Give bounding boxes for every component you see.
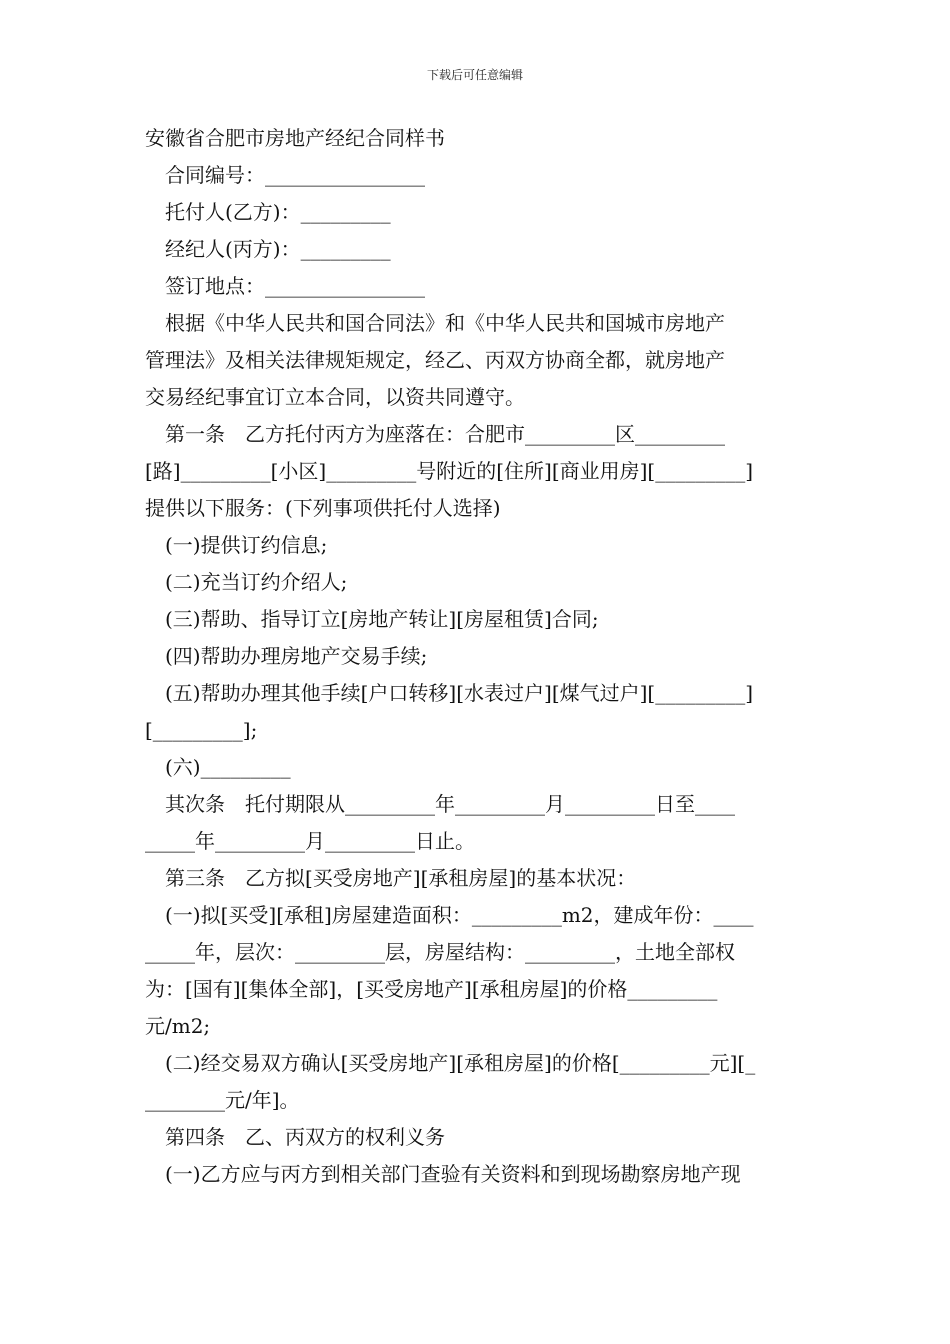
page-header: 下载后可任意编辑 <box>426 68 523 82</box>
article-3-item-1-line-3: 为：[国有][集体全部]，[买受房地产][承租房屋]的价格_________ <box>145 977 718 1001</box>
article-4-item-1: (一)乙方应与丙方到相关部门查验有关资料和到现场勘察房地产现 <box>165 1162 741 1186</box>
article-2-line-1: 其次条 托付期限从_________年_________月_________日至____ <box>165 792 735 816</box>
article-1-item-3: (三)帮助、指导订立[房地产转让][房屋租赁]合同; <box>165 607 599 631</box>
article-3-item-1-line-2: _____年，层次：_________层，房屋结构：_________，土地全部权 <box>145 940 735 964</box>
article-1-line-3: 提供以下服务：(下列事项供托付人选择) <box>145 496 501 520</box>
contract-document <box>145 120 807 1193</box>
article-1-item-4: (四)帮助办理房地产交易手续; <box>165 644 428 668</box>
article-1-item-2: (二)充当订约介绍人; <box>165 570 348 594</box>
article-2-line-2: _____年_________月_________日止。 <box>145 829 475 853</box>
intro-line-1: 根据《中华人民共和国合同法》和《中华人民共和国城市房地产 <box>165 311 725 335</box>
article-1-item-1: (一)提供订约信息; <box>165 533 328 557</box>
contract-number-field: 合同编号：________________ <box>165 163 425 187</box>
principal-field: 托付人(乙方)：_________ <box>165 200 391 224</box>
article-1-item-5: (五)帮助办理其他手续[户口转移][水表过户][煤气过户][_________] <box>165 681 754 705</box>
intro-line-2: 管理法》及相关法律规矩规定，经乙、丙双方协商全都，就房地产 <box>145 348 725 372</box>
signing-place-field: 签订地点：________________ <box>165 274 425 298</box>
article-3-heading: 第三条 乙方拟[买受房地产][承租房屋]的基本状况： <box>165 866 637 890</box>
article-1-line-1: 第一条 乙方托付丙方为座落在：合肥市_________区_________ <box>165 422 725 446</box>
document-title: 安徽省合肥市房地产经纪合同样书 <box>145 126 445 150</box>
article-1-item-5-cont: [_________]; <box>145 718 258 742</box>
article-3-item-2-line-2: ________元/年]。 <box>145 1088 300 1112</box>
article-1-item-6: (六)_________ <box>165 755 291 779</box>
article-3-item-1-line-1: (一)拟[买受][承租]房屋建造面积：_________m2，建成年份：____ <box>165 903 754 927</box>
broker-field: 经纪人(丙方)：_________ <box>165 237 391 261</box>
article-3-item-1-line-4: 元/m2; <box>145 1014 211 1038</box>
article-3-item-2-line-1: (二)经交易双方确认[买受房地产][承租房屋]的价格[_________元][_ <box>165 1051 756 1075</box>
article-4-heading: 第四条 乙、丙双方的权利义务 <box>165 1125 445 1149</box>
article-1-line-2: [路]_________[小区]_________号附近的[住所][商业用房][_________] <box>145 459 754 483</box>
intro-line-3: 交易经纪事宜订立本合同，以资共同遵守。 <box>145 385 525 409</box>
